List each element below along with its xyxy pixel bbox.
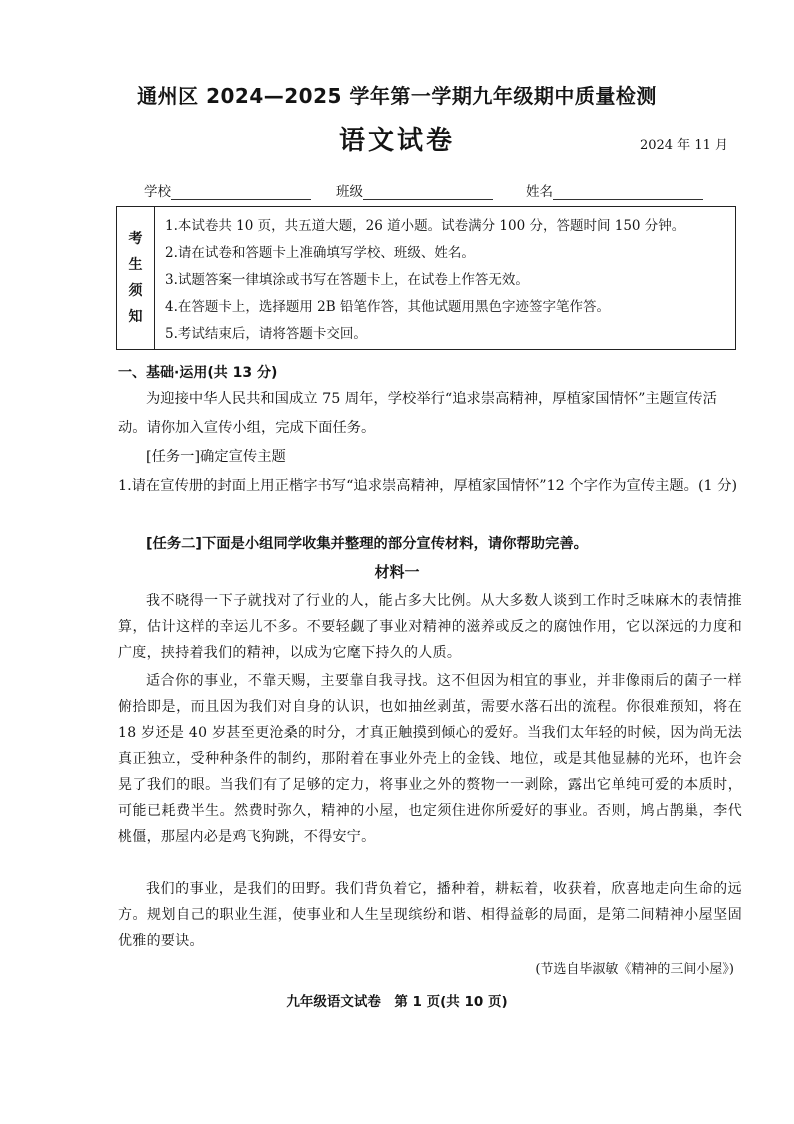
notice-side-char: 须: [128, 283, 143, 299]
school-blank[interactable]: [171, 185, 311, 200]
notice-item: 5.考试结束后，请将答题卡交回。: [165, 326, 367, 342]
notice-side-char: 考: [128, 231, 143, 247]
notice-item: 1.本试卷共 10 页，共五道大题，26 道小题。试卷满分 100 分，答题时间 150 分钟。: [165, 218, 686, 234]
material-paragraph: 适合你的事业，不靠天赐，主要靠自我寻找。这不但因为相宜的事业，并非像雨后的菌子一样俯拾即是，而且因为我们对自身的认识，也如抽丝剥茧，需要水落石出的流程。你很难预知，将在 18 岁还是 40 岁甚至更沧桑的时分，才真正触摸到倾心的爱好。当我们太年轻的时候，因为尚无法真正独立，受种种条件的制约，那附着在事业外壳上的金钱、地位，或是其他显赫的光环，也许会晃了我们的眼。当我们有了足够的定力，将事业之外的赘物一一剥除，露出它单纯可爱的本质时，可能已耗费半生。然费时弥久，精神的小屋，也定须住进你所爱好的事业。否则，鸠占鹊巢，李代桃僵，那屋内必是鸡飞狗跳，不得安宁。: [118, 673, 742, 845]
class-field[interactable]: [336, 180, 493, 200]
school-field[interactable]: [144, 180, 311, 200]
material-paragraph: 我们的事业，是我们的田野。我们背负着它，播种着，耕耘着，收获着，欣喜地走向生命的远方。规划自己的职业生涯，使事业和人生呈现缤纷和谐、相得益彰的局面，是第二间精神小屋坚固优雅的要诀。: [118, 881, 742, 949]
notice-items: [165, 213, 729, 348]
exam-date: 2024 年 11 月: [639, 138, 728, 153]
notice-item: 3.试题答案一律填涂或书写在答题卡上，在试卷上作答无效。: [165, 272, 529, 288]
material-source: (节选自毕淑敏《精神的三间小屋》): [535, 962, 734, 977]
class-label: 班级: [336, 184, 363, 200]
task-one-heading: [任务一]确定宣传主题: [146, 449, 286, 465]
notice-side-char: 知: [128, 309, 143, 325]
exam-notice-box: [116, 206, 736, 350]
material-paragraph: 我不晓得一下子就找对了行业的人，能占多大比例。从大多数人谈到工作时乏味麻木的表情推算，估计这样的幸运儿不多。不要轻觑了事业对精神的滋养或反之的腐蚀作用，它以深远的力度和广度，挟持着我们的精神，以成为它麾下持久的人质。: [118, 593, 742, 661]
notice-item: 2.请在试卷和答题卡上准确填写学校、班级、姓名。: [165, 245, 475, 261]
material-title: 材料一: [374, 563, 420, 581]
question-1: 1.请在宣传册的封面上用正楷字书写“追求崇高精神，厚植家国情怀”12 个字作为宣传主题。(1 分): [118, 478, 738, 494]
section-heading: 一、基础·运用(共 13 分): [118, 365, 278, 381]
name-blank[interactable]: [553, 185, 703, 200]
name-field[interactable]: [526, 180, 703, 200]
school-label: 学校: [144, 184, 171, 200]
task-two-heading: [任务二]下面是小组同学收集并整理的部分宣传材料，请你帮助完善。: [146, 536, 588, 552]
class-blank[interactable]: [363, 185, 493, 200]
name-label: 姓名: [526, 184, 553, 200]
notice-item: 4.在答题卡上，选择题用 2B 铅笔作答，其他试题用黑色字迹签字笔作答。: [165, 299, 610, 315]
exam-title: 通州区 2024—2025 学年第一学期九年级期中质量检测: [137, 84, 657, 108]
student-info-row: [144, 180, 724, 202]
notice-side-char: 生: [128, 257, 143, 273]
notice-side-label: [117, 207, 155, 349]
page-footer: 九年级语文试卷 第 1 页(共 10 页): [286, 994, 508, 1010]
exam-subtitle: 语文试卷: [338, 126, 455, 156]
section-intro: 为迎接中华人民共和国成立 75 周年，学校举行“追求崇高精神，厚植家国情怀”主题宣传活动。请你加入宣传小组，完成下面任务。: [118, 391, 717, 436]
